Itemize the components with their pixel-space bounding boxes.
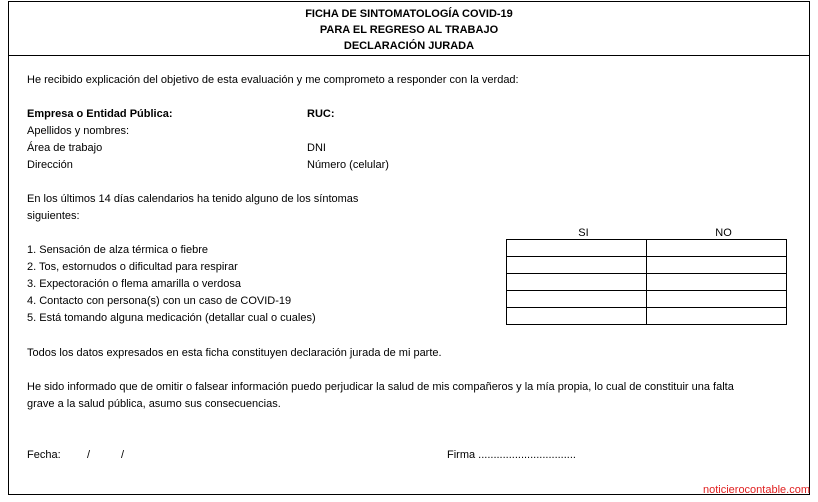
- si-cell[interactable]: [507, 291, 647, 308]
- table-row: [507, 274, 787, 291]
- ruc-label: RUC:: [307, 108, 335, 120]
- direccion-label: Dirección: [27, 159, 73, 171]
- no-cell[interactable]: [647, 240, 787, 257]
- symptom-item: 2. Tos, estornudos o dificultad para respirar: [27, 261, 238, 273]
- numero-label: Número (celular): [307, 159, 389, 171]
- no-header: NO: [715, 227, 732, 239]
- site-credit: noticierocontable.com: [702, 484, 810, 496]
- date-slash-1: /: [87, 449, 91, 461]
- fecha-label: Fecha:: [27, 449, 61, 461]
- symptom-item: 5. Está tomando alguna medicación (detallar cual o cuales): [27, 312, 316, 324]
- area-label: Área de trabajo: [27, 142, 103, 154]
- table-row: [507, 291, 787, 308]
- firma-label: Firma ................................: [447, 449, 576, 461]
- table-row: [507, 257, 787, 274]
- warning-line-2: grave a la salud pública, asumo sus consecuencias.: [27, 398, 281, 410]
- form-subtitle: PARA EL REGRESO AL TRABAJO: [319, 24, 499, 36]
- empresa-label: Empresa o Entidad Pública:: [27, 108, 173, 120]
- apellidos-label: Apellidos y nombres:: [27, 125, 130, 137]
- symptom-item: 4. Contacto con persona(s) con un caso de COVID-19: [27, 295, 292, 307]
- form-header: [9, 2, 809, 56]
- si-cell[interactable]: [507, 257, 647, 274]
- si-cell[interactable]: [507, 274, 647, 291]
- question-line-2: siguientes:: [27, 210, 80, 222]
- no-cell[interactable]: [647, 257, 787, 274]
- symptom-table: [506, 239, 787, 325]
- si-cell[interactable]: [507, 240, 647, 257]
- dni-label: DNI: [307, 142, 326, 154]
- si-header: SI: [578, 227, 589, 239]
- si-cell[interactable]: [507, 308, 647, 325]
- warning-line-1: He sido informado que de omitir o falsear información puedo perjudicar la salud de mis compañeros y la mía propia, lo cual de constituir una falta: [27, 381, 734, 393]
- no-cell[interactable]: [647, 291, 787, 308]
- question-line-1: En los últimos 14 días calendarios ha tenido alguno de los síntomas: [27, 193, 359, 205]
- date-slash-2: /: [121, 449, 125, 461]
- table-row: [507, 308, 787, 325]
- no-cell[interactable]: [647, 308, 787, 325]
- symptom-item: 3. Expectoración o flema amarilla o verdosa: [27, 278, 241, 290]
- table-row: [507, 240, 787, 257]
- no-cell[interactable]: [647, 274, 787, 291]
- intro-text: He recibido explicación del objetivo de esta evaluación y me comprometo a responder con la verdad:: [27, 74, 519, 86]
- symptom-item: 1. Sensación de alza térmica o fiebre: [27, 244, 208, 256]
- form-subtitle-2: DECLARACIÓN JURADA: [343, 40, 475, 52]
- form-title: FICHA DE SINTOMATOLOGÍA COVID-19: [305, 8, 513, 20]
- declaration-text: Todos los datos expresados en esta ficha constituyen declaración jurada de mi parte.: [27, 347, 442, 359]
